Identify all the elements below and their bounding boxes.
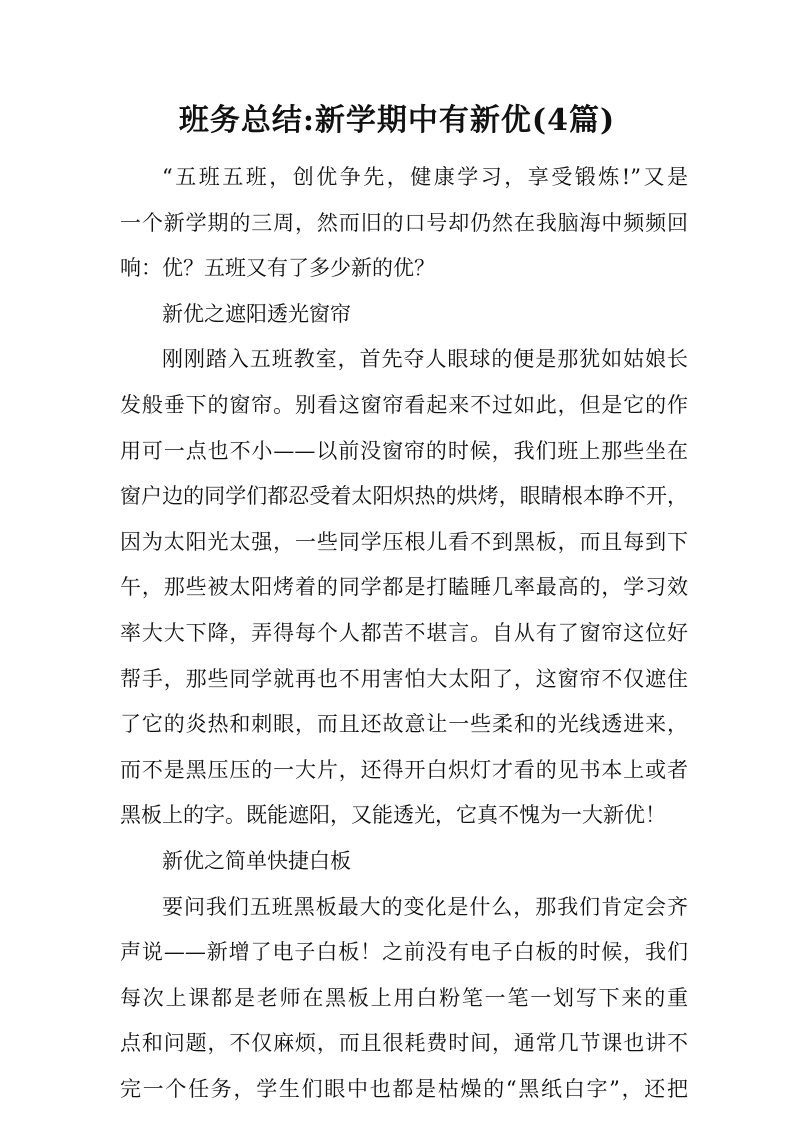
paragraph-line: 点和问题，不仅麻烦，而且很耗费时间，通常几节课也讲不: [120, 1031, 688, 1056]
paragraph-line: 发般垂下的窗帘。别看这窗帘看起来不过如此，但是它的作: [120, 392, 688, 417]
section-heading: 新优之遮阳透光窗帘: [162, 301, 351, 326]
paragraph-line: 因为太阳光太强，一些同学压根儿看不到黑板，而且每到下: [120, 529, 688, 554]
paragraph-line: 一个新学期的三周，然而旧的口号却仍然在我脑海中频频回: [120, 210, 688, 235]
paragraph-line: 用可一点也不小——以前没窗帘的时候，我们班上那些坐在: [120, 438, 688, 463]
paragraph-line: 午，那些被太阳烤着的同学都是打瞌睡几率最高的，学习效: [120, 575, 688, 600]
paragraph-line: “五班五班，创优争先，健康学习，享受锻炼!”又是: [162, 165, 688, 189]
paragraph-line: 黑板上的字。既能遮阳，又能透光，它真不愧为一大新优！: [120, 803, 666, 828]
document-title: 班务总结:新学期中有新优(4篇): [178, 103, 616, 138]
paragraph-line: 要问我们五班黑板最大的变化是什么，那我们肯定会齐: [162, 894, 688, 919]
paragraph-line: 完一个任务，学生们眼中也都是枯燥的“黑纸白字”，还把: [120, 1076, 688, 1101]
paragraph-line: 了它的炎热和刺眼，而且还故意让一些柔和的光线透进来，: [120, 712, 688, 737]
paragraph-line: 每次上课都是老师在黑板上用白粉笔一笔一划写下来的重: [120, 985, 688, 1010]
paragraph-line: 响：优？五班又有了多少新的优？: [120, 256, 435, 281]
paragraph-line: 刚刚踏入五班教室，首先夺人眼球的便是那犹如姑娘长: [162, 347, 688, 372]
paragraph-line: 声说——新增了电子白板！之前没有电子白板的时候，我们: [120, 940, 688, 965]
paragraph-line: 率大大下降，弄得每个人都苦不堪言。自从有了窗帘这位好: [120, 620, 688, 645]
paragraph-line: 帮手，那些同学就再也不用害怕大太阳了，这窗帘不仅遮住: [120, 666, 688, 691]
paragraph-line: 而不是黑压压的一大片，还得开白炽灯才看的见书本上或者: [120, 757, 688, 782]
document-body: [120, 155, 688, 1112]
paragraph-line: 窗户边的同学们都忍受着太阳炽热的烘烤，眼睛根本睁不开，: [120, 484, 688, 509]
section-heading: 新优之简单快捷白板: [162, 848, 351, 873]
